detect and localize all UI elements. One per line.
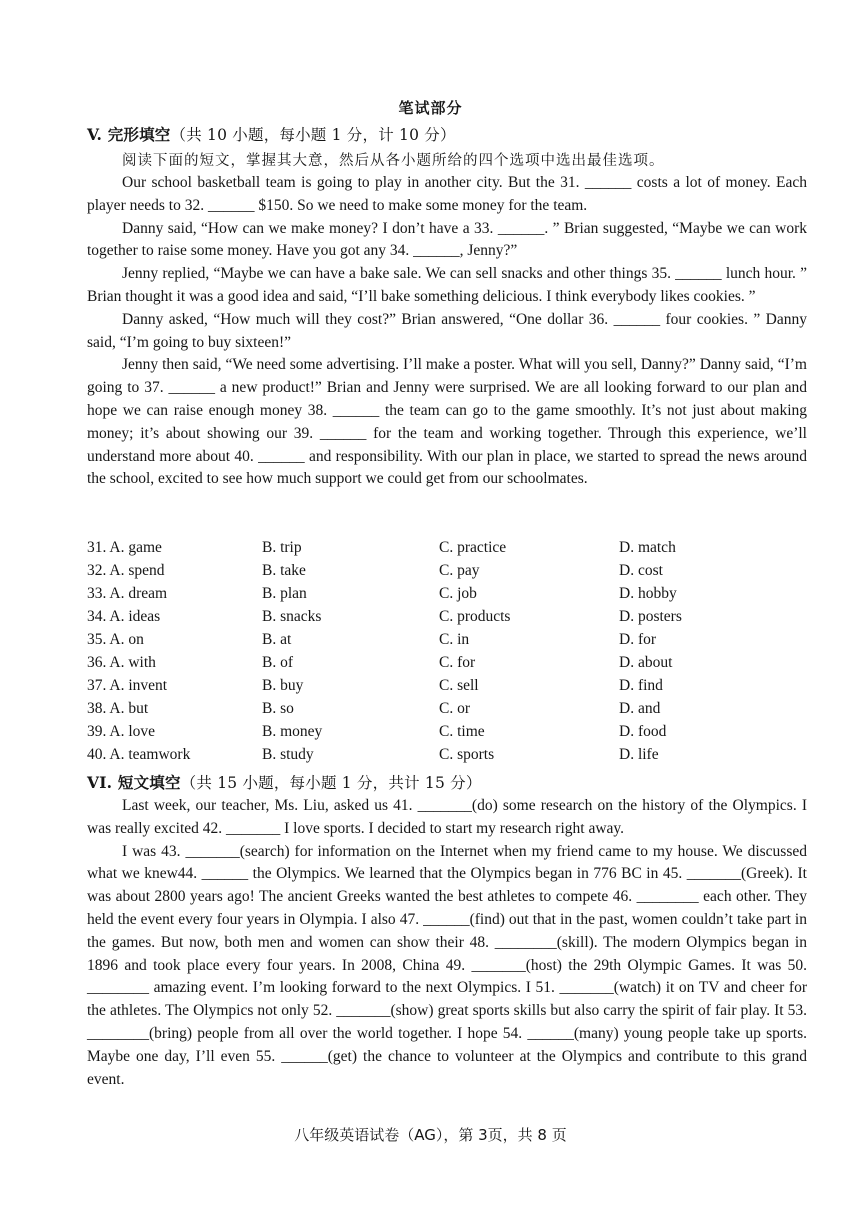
section-6-title: VI. 短文填空 <box>87 773 181 792</box>
cloze-paragraph-3: Jenny replied, “Maybe we can have a bake sale. We can sell snacks and other things 35. ______ lunch hour. ” Brian thought it was a good idea and said, “I’ll bake something delicious. I think everybody likes cookies. ” <box>87 265 807 305</box>
option-b: B. of <box>262 654 293 671</box>
cloze-paragraph-1: Our school basketball team is going to play in another city. But the 31. ______ costs a lot of money. Each player needs to 32. ______ $150. So we need to make some money for the team. <box>87 174 807 214</box>
option-row-31 <box>87 539 807 562</box>
section-5-instruction: 阅读下面的短文，掌握其大意，然后从各小题所给的四个选项中选出最佳选项。 <box>122 153 665 169</box>
option-row-34 <box>87 608 807 631</box>
fill-paragraph-2: I was 43. _______(search) for information on the Internet when my friend came to my house. We discussed what we knew44. ______ the Olympics. We learned that the Olympics began in 776 BC in 45. _______(Greek). It was about 2800 years ago! The ancient Greeks wanted the best athletes to compete 46. ________ each other. They held the event every four years in Olympia. I also 47. ______(find) out that in the past, women couldn’t take part in the games. But now, both men and women can show their 48. ________(skill). The modern Olympics began in 1896 and took place every four years. In 2008, China 49. _______(host) the 29th Olympic Games. It was 50. ________ amazing event. I’m looking forward to the next Olympics. I 51. _______(watch) it on TV and cheer for the athletes. The Olympics not only 52. _______(show) great sports skills but also carry the spirit of fair play. It 53. ________(bring) people from all over the world together. I hope 54. ______(many) young people take up sports. Maybe one day, I’ll even 55. ______(get) the chance to volunteer at the Olympics and contribute to this grand event. <box>87 842 807 1088</box>
option-row-35 <box>87 631 807 654</box>
option-a: 40. A. teamwork <box>87 746 191 763</box>
option-c: C. pay <box>439 562 480 579</box>
option-d: D. cost <box>619 562 663 579</box>
option-d: D. for <box>619 631 657 648</box>
option-row-37 <box>87 677 807 700</box>
option-c: C. sports <box>439 746 495 763</box>
option-a: 34. A. ideas <box>87 608 161 625</box>
option-a: 37. A. invent <box>87 677 168 694</box>
option-b: B. trip <box>262 539 302 556</box>
option-c: C. practice <box>439 539 507 556</box>
fill-blank-passage <box>87 795 807 1091</box>
cloze-passage <box>87 172 807 491</box>
option-c: C. products <box>439 608 511 625</box>
option-a: 35. A. on <box>87 631 144 648</box>
cloze-paragraph-4: Danny asked, “How much will they cost?” Brian answered, “One dollar 36. ______ four cookies. ” Danny said, “I’m going to buy sixteen!” <box>87 310 807 351</box>
option-d: D. and <box>619 700 661 717</box>
option-a: 39. A. love <box>87 723 156 740</box>
option-d: D. find <box>619 677 663 694</box>
option-a: 36. A. with <box>87 654 156 671</box>
option-row-32 <box>87 562 807 585</box>
option-d: D. hobby <box>619 585 677 602</box>
page-footer: 八年级英语试卷（AG），第 3页，共 8 页 <box>294 1126 567 1144</box>
option-c: C. sell <box>439 677 479 694</box>
option-d: D. life <box>619 746 659 763</box>
section-5-heading <box>87 123 456 145</box>
option-c: C. for <box>439 654 476 671</box>
page-title: 笔试部分 <box>398 99 463 117</box>
option-a: 31. A. game <box>87 539 162 556</box>
fill-paragraph-1: Last week, our teacher, Ms. Liu, asked us 41. _______(do) some research on the history of the Olympics. I was really excited 42. _______ I love sports. I decided to start my research right away. <box>87 797 807 837</box>
option-b: B. snacks <box>262 608 322 625</box>
option-b: B. study <box>262 746 314 763</box>
option-b: B. buy <box>262 677 304 694</box>
cloze-paragraph-2: Danny said, “How can we make money? I don’t have a 33. ______. ” Brian suggested, “Maybe we can work together to raise some money. Have you got any 34. ______, Jenny?” <box>87 219 807 260</box>
section-5-title: V. 完形填空 <box>87 125 171 144</box>
option-row-40 <box>87 746 807 769</box>
option-d: D. match <box>619 539 676 556</box>
option-d: D. food <box>619 723 667 740</box>
cloze-options <box>87 539 807 769</box>
option-b: B. at <box>262 631 292 648</box>
option-row-38 <box>87 700 807 723</box>
option-row-39 <box>87 723 807 746</box>
cloze-paragraph-5: Jenny then said, “We need some advertising. I’ll make a poster. What will you sell, Danny?” Danny said, “I’m going to 37. ______ a new product!” Brian and Jenny were surprised. We are all looking forward to our plan and hope we can raise enough money 38. ______ the team can go to the game smoothly. It’s not just about making money; it’s about showing our 39. ______ for the team and working together. Through this experience, we’ll understand more about 40. ______ and responsibility. With our plan in place, we started to spread the news around the school, excited to see how much support we could get from our schoolmates. <box>87 356 807 488</box>
option-c: C. in <box>439 631 470 648</box>
option-b: B. money <box>262 723 323 740</box>
option-a: 33. A. dream <box>87 585 168 602</box>
option-row-33 <box>87 585 807 608</box>
option-c: C. or <box>439 700 470 717</box>
option-d: D. posters <box>619 608 682 625</box>
section-6-points: （共 15 小题，每小题 1 分，共计 15 分） <box>180 774 482 792</box>
section-6-heading <box>87 771 482 793</box>
option-c: C. time <box>439 723 485 740</box>
section-5-points: （共 10 小题，每小题 1 分，计 10 分） <box>170 126 456 144</box>
option-row-36 <box>87 654 807 677</box>
option-b: B. take <box>262 562 306 579</box>
option-a: 32. A. spend <box>87 562 165 579</box>
option-a: 38. A. but <box>87 700 149 717</box>
option-b: B. so <box>262 700 294 717</box>
option-d: D. about <box>619 654 673 671</box>
option-c: C. job <box>439 585 477 602</box>
option-b: B. plan <box>262 585 307 602</box>
